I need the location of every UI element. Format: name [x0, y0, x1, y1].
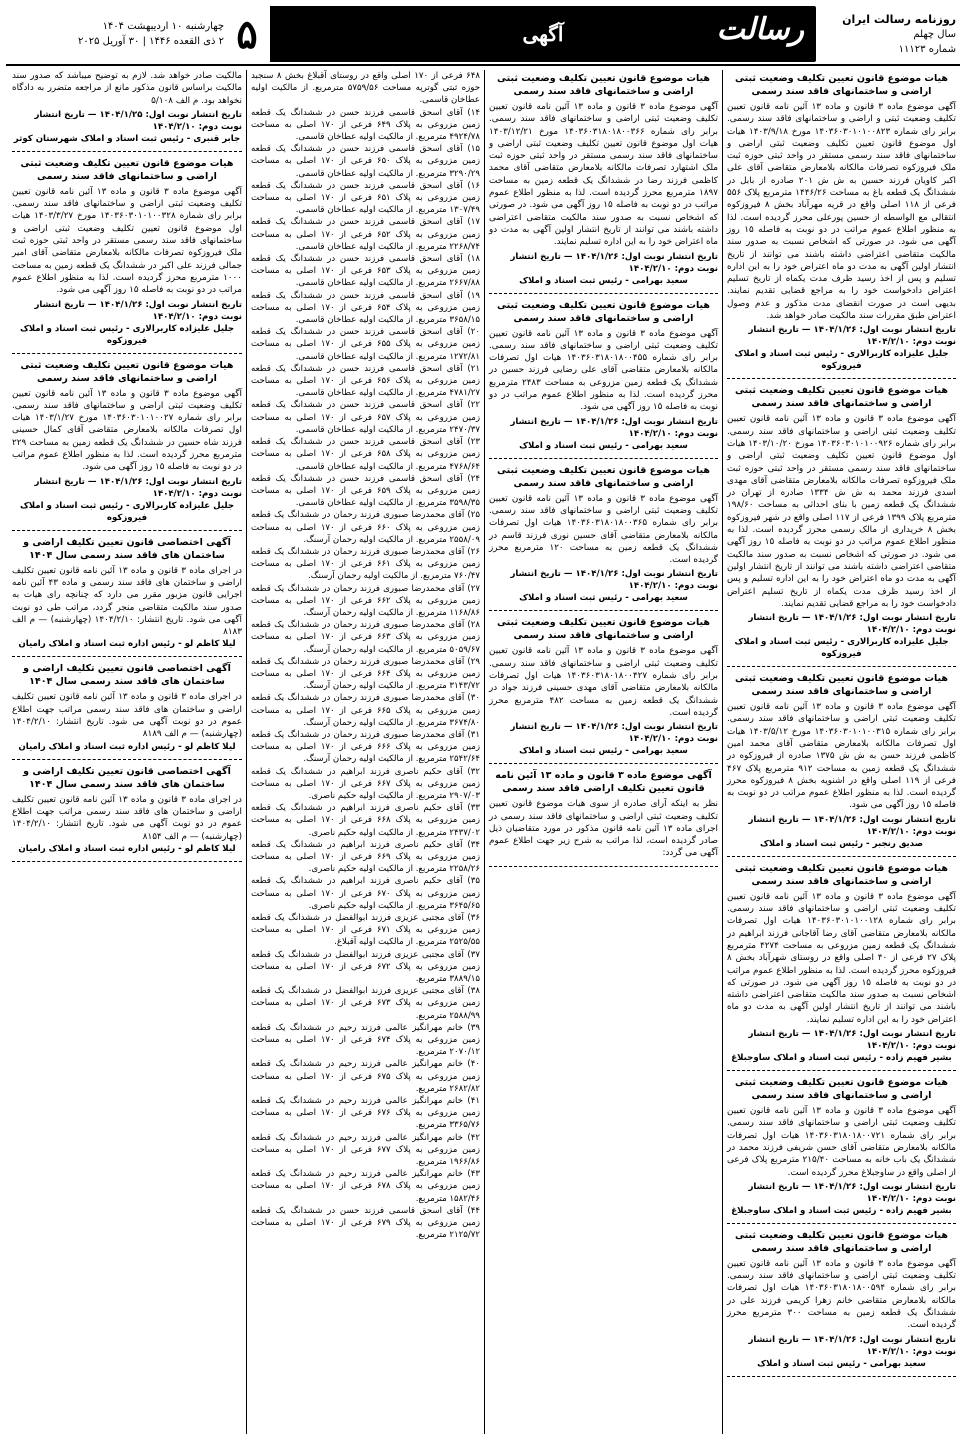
- parcel-entry: ۳۲) آقای حکیم ناصری فرزند ابراهیم در ششدانگ یک قطعه زمین مزروعی به پلاک ۶۶۷ فرعی از ۱۷۰ اصلی به مساحت ۲۹۰۷/۰۳ مترمربع. از مالکیت اولیه حکیم ناصری.: [251, 766, 481, 801]
- notice-body: آگهی موضوع ماده ۳ قانون و ماده ۱۳ آئین نامه قانون تعیین تکلیف وضعیت ثبتی اراضی و ساختمانهای فاقد سند رسمی. برابر رای شماره ۱۴۰۳۶۰۳۰۱۰۱۰۰۹۲۶ مورخ ۱۴۰۳/۱۰/۲۰ هیات اول موضوع قانون تعیین تکلیف وضعیت ثبتی اراضی و ساختمانهای فاقد سند رسمی مستقر در واحد ثبتی حوزه ثبت ملک فیروزکوه تصرفات مالکانه بلامعارض متقاضی آقای مهدی اسدی فرزند محمد به ش ش ۱۳۳۴ صادره از تهران در ششدانگ یک قطعه زمین با بنای احداثی به مساحت ۱۹۸/۶۰ مترمربع پلاک ۱۳۹۹ فرعی از ۱۱۷ اصلی واقع در شهر فیروزکوه بخش ۸ خریداری از مالک رسمی محرز گردیده است. لذا به منظور اطلاع عموم مراتب در دو نوبت به فاصله ۱۵ روز آگهی می شود. در صورتی که اشخاص نسبت به صدور سند مالکیت متقاضی اعتراضی داشته باشند می توانند از تاریخ انتشار اولین آگهی به مدت دو ماه اعتراض خود را به این اداره تسلیم و پس از اخذ رسید ظرف مدت یکماه از تاریخ تسلیم اعتراض دادخواست خود را به مراجع قضایی تقدیم نمایند.: [727, 414, 957, 609]
- notice-body: آگهی موضوع ماده ۳ قانون و ماده ۱۳ آئین نامه قانون تعیین تکلیف وضعیت ثبتی اراضی و ساختمانهای فاقد سند رسمی. برابر رای شماره ۱۴۰۳۶۰۳۰۱۰۱۰۰۳۱۵ مورخ ۱۴۰۳/۵/۱۲ هیات اول تصرفات مالکانه بلامعارض متقاضی آقای محمد امین کاظمی فرزند حسن به ش ش ۱۳۷۵ صادره از فیروزکوه در ششدانگ یک قطعه زمین به مساحت ۹۱۲ مترمربع پلاک ۴۶۷ فرعی از ۱۱۹ اصلی واقع در اشنویه بخش ۸ فیروزکوه محرز گردیده است. لذا به منظور اطلاع عموم مراتب در دو نوبت به فاصله ۱۵ روز آگهی می شود.: [727, 702, 957, 811]
- notice: [12, 70, 242, 145]
- notice: [727, 862, 956, 1064]
- notice-dates: تاریخ انتشار نوبت اول: ۱۴۰۴/۱/۲۶ — تاریخ انتشار نوبت دوم: ۱۴۰۴/۲/۱۰: [510, 251, 718, 274]
- notice-dates: تاریخ انتشار نوبت اول: ۱۴۰۴/۱/۲۶ — تاریخ انتشار نوبت دوم: ۱۴۰۴/۲/۱۰: [748, 1029, 956, 1052]
- notice-dates: تاریخ انتشار نوبت اول: ۱۴۰۴/۱/۲۵ — تاریخ انتشار نوبت دوم: ۱۴۰۴/۲/۱۰: [34, 109, 242, 132]
- parcel-entry: ۳۸) آقای مجتبی عزیزی فرزند ابوالفضل در ششدانگ یک قطعه زمین مزروعی به پلاک ۶۷۳ فرعی از ۱۷۰ اصلی به مساحت ۲۵۸۸/۹۹ مترمربع.: [251, 986, 481, 1021]
- parcel-entry: ۲۹) آقای محمدرضا صبوری فرزند رحمان در ششدانگ یک قطعه زمین مزروعی به پلاک ۶۶۴ فرعی از ۱۷۰ اصلی به مساحت ۳۱۴۳/۷۲ مترمربع. از مالکیت اولیه رحمان آرسنگ.: [251, 656, 481, 692]
- notice: [489, 769, 718, 859]
- column-1: [722, 70, 960, 1434]
- section-title: آگهی: [522, 22, 564, 46]
- parcel-entry: ۲۴) آقای اسحق قاسمی فرزند حسن در ششدانگ یک قطعه زمین مزروعی به پلاک ۶۵۹ فرعی از ۱۷۰ اصلی به مساحت ۳۵۹۸/۳۵ مترمربع. از مالکیت اولیه عطاخان قاسمی.: [251, 473, 481, 509]
- header-rule: [6, 64, 960, 66]
- notice-title: هیات موضوع قانون تعیین تکلیف وضعیت ثبتی اراضی و ساختمانهای فاقد سند رسمی: [496, 73, 711, 97]
- parcel-entry: ۳۷) آقای مجتبی عزیزی فرزند ابوالفضل در ششدانگ یک قطعه زمین مزروعی به پلاک ۶۷۲ فرعی از ۱۷۰ اصلی به مساحت ۳۸۸۹/۱۵ مترمربع.: [251, 949, 481, 985]
- notice: [12, 765, 242, 855]
- parcel-entry: ۱۸) آقای اسحق قاسمی فرزند حسن در ششدانگ یک قطعه زمین مزروعی به پلاک ۶۵۳ فرعی از ۱۷۰ اصلی به مساحت ۲۶۶۷/۸۸ مترمربع. از مالکیت اولیه عطاخان قاسمی.: [251, 254, 481, 289]
- notice-signature: صدیق رنجبر - رئیس ثبت اسناد و املاک: [759, 838, 924, 849]
- notice-body: آگهی موضوع ماده ۳ قانون و ماده ۱۳ آئین نامه قانون تعیین تکلیف وضعیت ثبتی اراضی و ساختمانهای فاقد سند رسمی. برابر رای شماره ۱۴۰۳۶۰۳۰۱۰۱۰۰۳۲۸ مورخ ۱۴۰۳/۳/۲۷ هیات اول موضوع قانون تعیین تکلیف وضعیت ثبتی اراضی و ساختمانهای فاقد سند رسمی مستقر در واحد ثبتی حوزه ثبت ملک فیروزکوه تصرفات مالکانه بلامعارض متقاضی آقای امیر جمالی فرزند علی اکبر در ششدانگ یک قطعه زمین به مساحت ۱۰۰۰ مترمربع محرز گردیده است. لذا به منظور اطلاع عموم مراتب در دو نوبت به فاصله ۱۵ روز آگهی می شود.: [12, 186, 242, 296]
- parcel-entry: ۲۱) آقای اسحق قاسمی فرزند حسن در ششدانگ یک قطعه زمین مزروعی به پلاک ۶۵۶ فرعی از ۱۷۰ اصلی به مساحت ۴۷۸۱/۲۷ مترمربع. از مالکیت اولیه عطاخان قاسمی.: [251, 363, 481, 399]
- notice-divider: [12, 861, 242, 862]
- parcel-entry: ۲۲) آقای اسحق قاسمی فرزند حسن در ششدانگ یک قطعه زمین مزروعی به پلاک ۶۵۷ فرعی از ۱۷۰ اصلی به مساحت ۲۴۷۰/۳۷ مترمربع. از مالکیت اولیه عطاخان قاسمی.: [251, 400, 481, 435]
- notice-title: آگهی اختصاصی قانون تعیین تکلیف اراضی و ساختمان های فاقد سند رسمی سال ۱۴۰۴: [23, 536, 231, 561]
- masthead: [6, 6, 960, 62]
- notice-body: در اجرای ماده ۳ قانون و ماده ۱۳ آئین نامه قانون تعیین تکلیف اراضی و ساختمان های فاقد سند رسمی مراتب جهت اطلاع عموم در دو نوبت آگهی می شود. تاریخ انتشار: ۱۴۰۴/۲/۱۰ (چهارشنبه) — م الف ۸۱۵۴: [12, 794, 242, 842]
- notice-title: هیات موضوع قانون تعیین تکلیف وضعیت ثبتی اراضی و ساختمانهای فاقد سند رسمی: [734, 385, 949, 410]
- notice-body: آگهی موضوع ماده ۳ قانون و ماده ۱۳ آئین نامه قانون تعیین تکلیف وضعیت ثبتی اراضی و ساختمانهای فاقد سند رسمی. برابر رای شماره ۱۴۰۳۶۰۳۰۱۰۱۰۰۲۷ مورخ ۱۴۰۳/۱/۲۷ هیات اول تصرفات مالکانه بلامعارض متقاضی آقای کمال حسینی فرزند شاه حسین در ششدانگ یک قطعه زمین به مساحت ۲۲۹ مترمربع محرز گردیده است. لذا به منظور اطلاع عموم مراتب در دو نوبت به فاصله ۱۵ روز آگهی می شود.: [12, 388, 242, 473]
- notice-dates: تاریخ انتشار نوبت اول: ۱۴۰۴/۱/۲۶ — تاریخ انتشار نوبت دوم: ۱۴۰۴/۲/۱۰: [748, 613, 956, 636]
- notice-body: مالکیت صادر خواهد شد. لازم به توضیح میباشد که صدور سند مالکیت براساس قانون مذکور مانع از مراجعه متضرر به دادگاه نخواهد بود. م الف ۵/۱۰۸: [12, 71, 242, 106]
- notice-dates: تاریخ انتشار نوبت اول: ۱۴۰۴/۱/۲۶ — تاریخ انتشار نوبت دوم: ۱۴۰۴/۲/۱۰: [748, 814, 956, 837]
- parcel-entry: ۳۱) آقای محمدرضا صبوری فرزند رحمان در ششدانگ یک قطعه زمین مزروعی به پلاک ۶۶۶ فرعی از ۱۷۰ اصلی به مساحت ۲۵۴۲/۶۴ مترمربع. از مالکیت اولیه رحمان آرسنگ.: [251, 729, 481, 765]
- notice: [489, 299, 718, 452]
- notice-dates: تاریخ انتشار نوبت اول: ۱۴۰۴/۱/۲۶ — تاریخ انتشار نوبت دوم: ۱۴۰۴/۲/۱۰: [510, 416, 718, 439]
- notice-divider: [12, 656, 242, 657]
- notice-divider: [489, 293, 718, 294]
- notice-title: هیات موضوع قانون تعیین تکلیف وضعیت ثبتی اراضی و ساختمانهای فاقد سند رسمی: [734, 73, 949, 97]
- issue-block: [816, 6, 960, 62]
- notice-divider: [12, 353, 242, 354]
- notice-title: هیات موضوع قانون تعیین تکلیف وضعیت ثبتی اراضی و ساختمانهای فاقد سند رسمی: [20, 157, 234, 182]
- notice: [727, 384, 956, 660]
- notice-dates: تاریخ انتشار نوبت اول: ۱۴۰۴/۱/۲۶ — تاریخ انتشار نوبت دوم: ۱۴۰۴/۲/۱۰: [510, 569, 718, 592]
- notice-title: آگهی موضوع ماده ۳ قانون و ماده ۱۳ آئین نامه قانون تعیین تکلیف اراضی فاقد سند رسمی: [495, 770, 712, 795]
- parcel-entry: ۱۷) آقای اسحق قاسمی فرزند حسن در ششدانگ یک قطعه زمین مزروعی به پلاک ۶۵۲ فرعی از ۱۷۰ اصلی به مساحت ۲۲۶۸/۷۴ مترمربع. از مالکیت اولیه عطاخان قاسمی.: [251, 217, 481, 252]
- notice-divider: [12, 151, 242, 152]
- notice-signature: سعید بهرامی - رئیس ثبت اسناد و املاک: [757, 1358, 926, 1369]
- issue-line: شماره ۱۱۱۲۳: [898, 43, 956, 55]
- year-line: سال چهلم: [913, 28, 956, 40]
- notice-signature: لیلا کاظم لو - رئیس اداره ثبت اسناد و املاک رامیان: [18, 639, 236, 650]
- notice-dates: تاریخ انتشار نوبت اول: ۱۴۰۴/۱/۲۶ — تاریخ انتشار نوبت دوم: ۱۴۰۴/۲/۱۰: [510, 722, 718, 745]
- notice-dates: تاریخ انتشار نوبت اول: ۱۴۰۴/۱/۲۶ — تاریخ انتشار نوبت دوم: ۱۴۰۴/۲/۱۰: [34, 299, 242, 322]
- notice-signature: جلیل علیزاده کاربرالاری - رئیس ثبت اسناد و املاک فیروزکوه: [734, 637, 949, 660]
- notice-body: آگهی موضوع ماده ۳ قانون و ماده ۱۳ آئین نامه قانون تعیین تکلیف وضعیت ثبتی و اراضی و ساختمانهای فاقد سند رسمی. برابر رای شماره ۱۴۰۳۶۰۳۰۱۰۱۰۰۸۲۳ مورخ ۱۴۰۳/۹/۱۸ هیات اول موضوع قانون تعیین تکلیف وضعیت ثبتی اراضی و ساختمانهای فاقد سند رسمی مستقر در واحد ثبتی حوزه ثبت ملک فیروزکوه تصرفات مالکانه بلامعارض متقاضی آقای علی اکبر کاویان فرزند حسین به ش ش ۲۰۱ صادره از بابل در ششدانگ یک قطعه باغ به مساحت ۱۴۴۶/۲۶ مترمربع پلاک ۵۵۶ فرعی از ۱۱۸ اصلی واقع در قریه مهرآباد بخش ۸ فیروزکوه انتقالی مع الواسطه از حسین پورعلی محرز گردیده است. لذا به منظور اطلاع عموم مراتب در دو نوبت به فاصله ۱۵ روز آگهی می شود. در صورتی که اشخاص نسبت به صدور سند مالکیت متقاضی اعتراضی داشته باشند می توانند از تاریخ انتشار اولین آگهی به مدت دو ماه اعتراض خود را به این اداره تسلیم و پس از اخذ رسید ظرف مدت یکماه از تاریخ تسلیم اعتراض دادخواست خود را به مراجع قضایی تقدیم نمایند. بدیهی است در صورت انقضای مدت مذکور و عدم وصول اعتراض طبق مقررات سند مالکیت صادر خواهد شد.: [727, 102, 957, 322]
- notice-divider: [489, 763, 718, 764]
- notice-divider: [727, 1223, 956, 1224]
- parcel-entry: ۳۳) آقای حکیم ناصری فرزند ابراهیم در ششدانگ یک قطعه زمین مزروعی به پلاک ۶۶۸ فرعی از ۱۷۰ اصلی به مساحت ۲۴۳۷/۰۲ مترمربع. از مالکیت اولیه حکیم ناصری.: [251, 803, 481, 838]
- notice-signature: سعید بهرامی - رئیس ثبت اسناد و املاک: [519, 440, 688, 451]
- notice-signature: سعید بهرامی - رئیس ثبت اسناد و املاک: [519, 593, 688, 604]
- notice-signature: لیلا کاظم لو - رئیس اداره ثبت اسناد و املاک رامیان: [18, 843, 236, 854]
- notice-divider: [727, 666, 956, 667]
- notice-signature: سعید بهرامی - رئیس ثبت اسناد و املاک: [519, 275, 688, 286]
- parcel-entry: ۲۳) آقای اسحق قاسمی فرزند حسن در ششدانگ یک قطعه زمین مزروعی به پلاک ۶۵۸ فرعی از ۱۷۰ اصلی به مساحت ۴۷۶۸/۶۴ مترمربع. از مالکیت اولیه عطاخان قاسمی.: [251, 437, 481, 472]
- notice-body: آگهی موضوع ماده ۳ قانون و ماده ۱۳ آئین نامه قانون تعیین تکلیف وضعیت ثبتی اراضی و ساختمانهای فاقد سند رسمی. برابر رای شماره ۱۴۰۳۶۰۳۱۸۰۱۸۰۰۴۲۷ هیات اول تصرفات مالکانه بلامعارض متقاضی آقای مهدی حسینی فرزند جواد در ششدانگ یک قطعه زمین به مساحت ۴۸۲ مترمربع محرز گردیده است.: [489, 646, 719, 718]
- notice: [489, 616, 718, 757]
- notice-title: هیات موضوع قانون تعیین تکلیف وضعیت ثبتی اراضی و ساختمانهای فاقد سند رسمی: [496, 617, 711, 642]
- notice-divider: [489, 458, 718, 459]
- notice-divider: [727, 378, 956, 379]
- parcel-entry: ۱۹) آقای اسحق قاسمی فرزند حسن در ششدانگ یک قطعه زمین مزروعی به پلاک ۶۵۴ فرعی از ۱۷۰ اصلی به مساحت ۳۶۵۸/۱۵ مترمربع. از مالکیت اولیه عطاخان قاسمی.: [251, 290, 481, 326]
- brand-name: روزنامه رسالت ایران: [842, 12, 956, 26]
- notice-body: در اجرای ماده ۳ قانون و ماده ۱۳ آئین نامه قانون تعیین تکلیف اراضی و ساختمان های فاقد سند رسمی مراتب جهت اطلاع عموم در دو نوبت آگهی می شود. تاریخ انتشار: ۱۴۰۴/۲/۱۰ (چهارشنبه) — م الف ۸۱۸۹: [12, 692, 242, 740]
- notice-divider: [727, 1376, 956, 1377]
- notice-divider: [489, 866, 718, 867]
- parcel-entry: ۳۴) آقای حکیم ناصری فرزند ابراهیم در ششدانگ یک قطعه زمین مزروعی به پلاک ۶۶۹ فرعی از ۱۷۰ اصلی به مساحت ۲۲۵۸/۲۶ مترمربع. از مالکیت اولیه حکیم ناصری.: [251, 839, 481, 875]
- section-banner: [270, 6, 816, 62]
- notice-title: هیات موضوع قانون تعیین تکلیف وضعیت ثبتی اراضی و ساختمانهای فاقد سند رسمی: [496, 299, 711, 324]
- column-2: [484, 70, 722, 1434]
- notice-signature: سعید بهرامی - رئیس ثبت اسناد و املاک: [519, 746, 688, 757]
- notice-divider: [727, 856, 956, 857]
- notice-title: آگهی اختصاصی قانون تعیین تکلیف اراضی و ساختمان های فاقد سند رسمی سال ۱۴۰۴: [23, 663, 231, 688]
- notice-signature: لیلا کاظم لو - رئیس اداره ثبت اسناد و املاک رامیان: [18, 741, 236, 752]
- notice-title: آگهی اختصاصی قانون تعیین تکلیف اراضی و ساختمان های فاقد سند رسمی سال ۱۴۰۴: [23, 765, 231, 790]
- notice-signature: جلیل علیزاده کاربرالاری - رئیس ثبت اسناد و املاک فیروزکوه: [19, 323, 235, 346]
- parcel-entry: ۳۹) خانم مهرانگیز عالمی فرزند رحیم در ششدانگ یک قطعه زمین مزروعی به پلاک ۶۷۴ فرعی از ۱۷۰ اصلی به مساحت ۲۰۷۰/۱۲ مترمربع.: [251, 1022, 481, 1058]
- notice-body: آگهی موضوع ماده ۳ قانون و ماده ۱۳ آئین نامه قانون تعیین تکلیف وضعیت ثبتی اراضی و ساختمانهای فاقد سند رسمی. برابر رای شماره ۱۴۰۳۶۰۳۰۱۰۱۰۰۱۲۸ هیات اول تصرفات مالکانه بلامعارض متقاضی آقای رضا آقاجانی فرزند ابراهیم در ششدانگ یک قطعه زمین مزروعی به مساحت ۴۲۷۴ مترمربع پلاک ۲۷ فرعی از ۴۰ اصلی واقع در روستای شهرآباد بخش ۸ فیروزکوه محرز گردیده است. لذا به منظور اطلاع عموم مراتب در دو نوبت به فاصله ۱۵ روز آگهی می شود. در صورتی که اشخاص نسبت به صدور سند مالکیت متقاضی اعتراضی داشته باشند می توانند از تاریخ انتشار اولین آگهی به مدت دو ماه اعتراض خود را به این اداره تسلیم نمایند.: [727, 891, 957, 1025]
- parcel-entry: ۲۵) آقای محمدرضا صبوری فرزند رحمان در ششدانگ یک قطعه زمین مزروعی به پلاک ۶۶۰ فرعی از ۱۷۰ اصلی به مساحت ۲۵۵۸/۰۹ مترمربع. از مالکیت اولیه رحمان آرسنگ.: [251, 510, 481, 545]
- notice-signature: جلیل علیزاده کاربرالاری - رئیس ثبت اسناد و املاک فیروزکوه: [19, 500, 235, 523]
- notice-dates: تاریخ انتشار نوبت اول: ۱۴۰۴/۱/۲۶ — تاریخ انتشار نوبت دوم: ۱۴۰۴/۲/۱۰: [34, 476, 242, 499]
- parcel-entry: ۳۵) آقای حکیم ناصری فرزند ابراهیم در ششدانگ یک قطعه زمین مزروعی به پلاک ۶۷۰ فرعی از ۱۷۰ اصلی به مساحت ۳۶۴۵/۶۵ مترمربع. از مالکیت اولیه حکیم ناصری.: [251, 876, 481, 911]
- parcel-entry: ۱۶) آقای اسحق قاسمی فرزند حسن در ششدانگ یک قطعه زمین مزروعی به پلاک ۶۵۱ فرعی از ۱۷۰ اصلی به مساحت ۱۳۰۷/۴۹ مترمربع. از مالکیت اولیه عطاخان قاسمی.: [251, 180, 481, 216]
- parcel-entry: ۲۷) آقای محمدرضا صبوری فرزند رحمان در ششدانگ یک قطعه زمین مزروعی به پلاک ۶۶۲ فرعی از ۱۷۰ اصلی به مساحت ۱۱۶۸/۸۶ مترمربع. از مالکیت اولیه رحمان آرسنگ.: [251, 583, 481, 618]
- parcel-entry: ۶۴۸ فرعی از ۱۷۰ اصلی واقع در روستای آقبلاغ بخش ۸ سنجبد حوزه ثبتی گوترپه مساحت ۵۷۵۹/۵۶ مترمربع. از مالکیت اولیه عطاخان قاسمی.: [251, 71, 481, 106]
- notice-title: هیات موضوع قانون تعیین تکلیف وضعیت ثبتی اراضی و ساختمانهای فاقد سند رسمی: [734, 862, 949, 887]
- page-number: ۵: [236, 10, 258, 58]
- notice-divider: [727, 1070, 956, 1071]
- parcel-entry: ۴۰) خانم مهرانگیز عالمی فرزند رحیم در ششدانگ یک قطعه زمین مزروعی به پلاک ۶۷۵ فرعی از ۱۷۰ اصلی به مساحت ۲۶۸۲/۸۲ مترمربع.: [251, 1059, 481, 1094]
- parcel-entry: ۳۰) آقای محمدرضا صبوری فرزند رحمان در ششدانگ یک قطعه زمین مزروعی به پلاک ۶۶۵ فرعی از ۱۷۰ اصلی به مساحت ۳۶۷۴/۸۰ مترمربع. از مالکیت اولیه رحمان آرسنگ.: [251, 693, 481, 728]
- notice-title: هیات موضوع قانون تعیین تکلیف وضعیت ثبتی اراضی و ساختمانهای فاقد سند رسمی: [20, 359, 234, 384]
- notice: [727, 1076, 956, 1217]
- notice-divider: [12, 759, 242, 760]
- notice: [727, 1229, 956, 1370]
- notice-dates: تاریخ انتشار نوبت اول: ۱۴۰۴/۱/۲۶ — تاریخ انتشار نوبت دوم: ۱۴۰۴/۲/۱۰: [748, 1181, 956, 1204]
- parcel-entry: ۲۶) آقای محمدرضا صبوری فرزند رحمان در ششدانگ یک قطعه زمین مزروعی به پلاک ۶۶۱ فرعی از ۱۷۰ اصلی به مساحت ۷۶۰/۴۷ مترمربع. از مالکیت اولیه رحمان آرسنگ.: [251, 546, 481, 582]
- column-4: [8, 70, 246, 1434]
- hijri-date: ۲ ذی القعده ۱۴۴۶ | ۳۰ آوریل ۲۰۲۵: [78, 36, 224, 47]
- parcel-entry: ۴۴) آقای اسحق قاسمی فرزند حسن در ششدانگ یک قطعه زمین مزروعی به پلاک ۶۷۹ فرعی از ۱۷۰ اصلی به مساحت ۲۱۲۵/۷۲ مترمربع.: [251, 1205, 481, 1241]
- notice: [12, 157, 242, 347]
- notice-title: هیات موضوع قانون تعیین تکلیف وضعیت ثبتی اراضی و ساختمانهای فاقد سند رسمی: [734, 1229, 949, 1254]
- notice-body: آگهی موضوع ماده ۳ قانون و ماده ۱۳ آئین نامه قانون تعیین تکلیف وضعیت ثبتی اراضی و ساختمانهای فاقد سند رسمی. برابر رای شماره ۱۴۰۳۶۰۳۱۸۰۱۸۰۰۵۹۴ هیات اول تصرفات مالکانه بلامعارض متقاضی خانم زهرا کریمی فرزند علی در ششدانگ یک قطعه زمین به مساحت ۳۰۰ مترمربع محرز گردیده است.: [727, 1258, 957, 1331]
- parcel-entry: ۲۰) آقای اسحق قاسمی فرزند حسن در ششدانگ یک قطعه زمین مزروعی به پلاک ۶۵۵ فرعی از ۱۷۰ اصلی به مساحت ۱۲۷۲/۸۱ مترمربع. از مالکیت اولیه عطاخان قاسمی.: [251, 327, 481, 362]
- date-block: [6, 6, 224, 62]
- columns: [6, 70, 960, 1434]
- notice: [489, 72, 718, 287]
- notice-title: هیات موضوع قانون تعیین تکلیف وضعیت ثبتی اراضی و ساختمانهای فاقد سند رسمی: [496, 464, 711, 489]
- parcel-entry: ۲۸) آقای محمدرضا صبوری فرزند رحمان در ششدانگ یک قطعه زمین مزروعی به پلاک ۶۶۳ فرعی از ۱۷۰ اصلی به مساحت ۵۰۵۹/۶۷ مترمربع. از مالکیت اولیه رحمان آرسنگ.: [251, 620, 481, 655]
- notice-title: هیات موضوع قانون تعیین تکلیف وضعیت ثبتی اراضی و ساختمانهای فاقد سند رسمی: [734, 673, 949, 698]
- notice-body: آگهی موضوع ماده ۳ قانون و ماده ۱۳ آئین نامه قانون تعیین تکلیف وضعیت ثبتی اراضی و ساختمانهای فاقد سند رسمی. برابر رای شماره ۱۴۰۳۶۰۳۱۸۰۱۸۰۰۳۶۶ مورخ ۱۴۰۳/۱۲/۲۱ هیات اول موضوع قانون تعیین تکلیف وضعیت ثبتی اراضی و ساختمانهای فاقد سند رسمی مستقر در واحد ثبتی حوزه ثبت ملک اشتهارد تصرفات مالکانه بلامعارض متقاضی آقای محمد کاظمی فرزند رضا در ششدانگ یک قطعه زمین به مساحت ۱۸۹۷ مترمربع محرز گردیده است. لذا به منظور اطلاع عموم مراتب در دو نوبت به فاصله ۱۵ روز آگهی می شود. در صورتی که اشخاص نسبت به صدور سند مالکیت متقاضی اعتراضی داشته باشند می توانند از تاریخ انتشار اولین آگهی به مدت دو ماه اعتراض خود را به این اداره تسلیم نمایند.: [489, 102, 718, 248]
- notice: [727, 72, 956, 372]
- parcel-entry: ۴۲) خانم مهرانگیز عالمی فرزند رحیم در ششدانگ یک قطعه زمین مزروعی به پلاک ۶۷۷ فرعی از ۱۷۰ اصلی به مساحت ۱۹۶۶/۸۶ مترمربع.: [251, 1132, 481, 1168]
- parcel-entry: ۱۴) آقای اسحق قاسمی فرزند حسن در ششدانگ یک قطعه زمین مزروعی به پلاک ۶۴۹ فرعی از ۱۷۰ اصلی به مساحت ۴۹۲۴/۷۸ مترمربع. از مالکیت اولیه عطاخان قاسمی.: [251, 107, 481, 143]
- notice: [12, 359, 242, 524]
- notice-body: آگهی موضوع ماده ۳ قانون و ماده ۱۳ آئین نامه قانون تعیین تکلیف وضعیت ثبتی اراضی و ساختمانهای فاقد سند رسمی. برابر رای شماره ۱۴۰۳۶۰۳۱۸۰۱۸۰۰۳۶۵ هیات اول تصرفات مالکانه بلامعارض متقاضی آقای حسین نوری فرزند قاسم در ششدانگ یک قطعه زمین به مساحت ۱۲۰ مترمربع محرز گردیده است.: [489, 493, 719, 566]
- parcel-entry: ۳۶) آقای مجتبی عزیزی فرزند ابوالفضل در ششدانگ یک قطعه زمین مزروعی به پلاک ۶۷۱ فرعی از ۱۷۰ اصلی به مساحت ۲۵۲۵/۵۵ مترمربع. از مالکیت اولیه آقبلاغ.: [251, 913, 481, 948]
- parcel-entry: ۱۵) آقای اسحق قاسمی فرزند حسن در ششدانگ یک قطعه زمین مزروعی به پلاک ۶۵۰ فرعی از ۱۷۰ اصلی به مساحت ۳۲۹۰/۲۹ مترمربع. از مالکیت اولیه عطاخان قاسمی.: [251, 144, 481, 179]
- notice-body: آگهی موضوع ماده ۳ قانون و ماده ۱۳ آئین نامه قانون تعیین تکلیف وضعیت ثبتی اراضی و ساختمانهای فاقد سند رسمی. برابر رای شماره ۱۴۰۳۶۰۳۱۸۰۱۸۰۰۴۵۵ هیات اول تصرفات مالکانه بلامعارض متقاضی آقای علی رضایی فرزند حسین در ششدانگ یک قطعه زمین مزروعی به مساحت ۲۴۸۳ مترمربع محرز گردیده است. لذا به منظور اطلاع عموم مراتب در دو نوبت به فاصله ۱۵ روز آگهی می شود.: [489, 328, 719, 413]
- date-line: چهارشنبه ۱۰ اردیبهشت ۱۴۰۴: [102, 21, 224, 32]
- newspaper-logo: رسالت: [716, 12, 804, 47]
- parcel-entry: ۴۳) خانم مهرانگیز عالمی فرزند رحیم در ششدانگ یک قطعه زمین مزروعی به پلاک ۶۷۸ فرعی از ۱۷۰ اصلی به مساحت ۱۵۸۲/۴۶ مترمربع.: [251, 1169, 481, 1204]
- notice-body: آگهی موضوع ماده ۳ قانون و ماده ۱۳ آئین نامه قانون تعیین تکلیف وضعیت ثبتی اراضی و ساختمانهای فاقد سند رسمی. برابر رای شماره ۱۴۰۳۶۰۳۱۸۰۱۸۰۰۷۲۱ هیات اول تصرفات مالکانه بلامعارض متقاضی آقای حسن شریفی فرزند محمد در ششدانگ یک باب خانه به مساحت ۲۱۵/۴۰ مترمربع پلاک فرعی از اصلی واقع در ساوجبلاغ محرز گردیده است.: [727, 1106, 957, 1178]
- notice-dates: تاریخ انتشار نوبت اول: ۱۴۰۴/۱/۲۶ — تاریخ انتشار نوبت دوم: ۱۴۰۴/۲/۱۰: [748, 1334, 956, 1357]
- notice-signature: جابر قنبری - رئیس ثبت اسناد و املاک شهرستان کوثر: [13, 133, 241, 144]
- notice: [12, 662, 242, 752]
- notice-dates: تاریخ انتشار نوبت اول: ۱۴۰۴/۱/۲۶ — تاریخ انتشار نوبت دوم: ۱۴۰۴/۲/۱۰: [748, 325, 956, 348]
- notice-body: در اجرای ماده ۳ قانون و ماده ۱۳ آئین نامه قانون تعیین تکلیف اراضی و ساختمان های فاقد سند رسمی و ماده ۴۳ آئین نامه اجرایی قانون مزبور مقرر می دارد که چنانچه رای هیات به صدور سند مالکیت متقاضی منجر گردد، مراتب طی دو نوبت آگهی می شود. تاریخ انتشار: ۱۴۰۴/۲/۱۰ (چهارشنبه) — م الف ۸۱۸۳: [12, 565, 242, 638]
- notice-body: نظر به اینکه آرای صادره از سوی هیات موضوع قانون تعیین تکلیف وضعیت ثبتی اراضی و ساختمانهای فاقد سند رسمی در اجرای ماده ۱۳ آئین نامه قانون مذکور در مورد متقاضیان ذیل صادر گردیده است، لذا مراتب به شرح زیر جهت اطلاع عموم آگهی می گردد:: [489, 799, 718, 859]
- notice-signature: بشیر فهیم زاده - رئیس ثبت اسناد و املاک ساوجبلاغ: [731, 1053, 952, 1064]
- notice-divider: [12, 530, 242, 531]
- notice: [12, 536, 242, 651]
- notice-signature: جلیل علیزاده کاربرالاری - رئیس ثبت اسناد و املاک فیروزکوه: [734, 349, 949, 372]
- notice: [489, 464, 718, 605]
- parcel-entry: ۴۱) خانم مهرانگیز عالمی فرزند رحیم در ششدانگ یک قطعه زمین مزروعی به پلاک ۶۷۶ فرعی از ۱۷۰ اصلی به مساحت ۳۳۶۵/۷۶ مترمربع.: [251, 1096, 481, 1131]
- notice-signature: بشیر فهیم زاده - رئیس ثبت اسناد و املاک ساوجبلاغ: [731, 1205, 952, 1216]
- notice-title: هیات موضوع قانون تعیین تکلیف وضعیت ثبتی اراضی و ساختمانهای فاقد سند رسمی: [734, 1077, 949, 1102]
- column-3: [246, 70, 484, 1434]
- notice-divider: [489, 610, 718, 611]
- notice: [727, 672, 956, 850]
